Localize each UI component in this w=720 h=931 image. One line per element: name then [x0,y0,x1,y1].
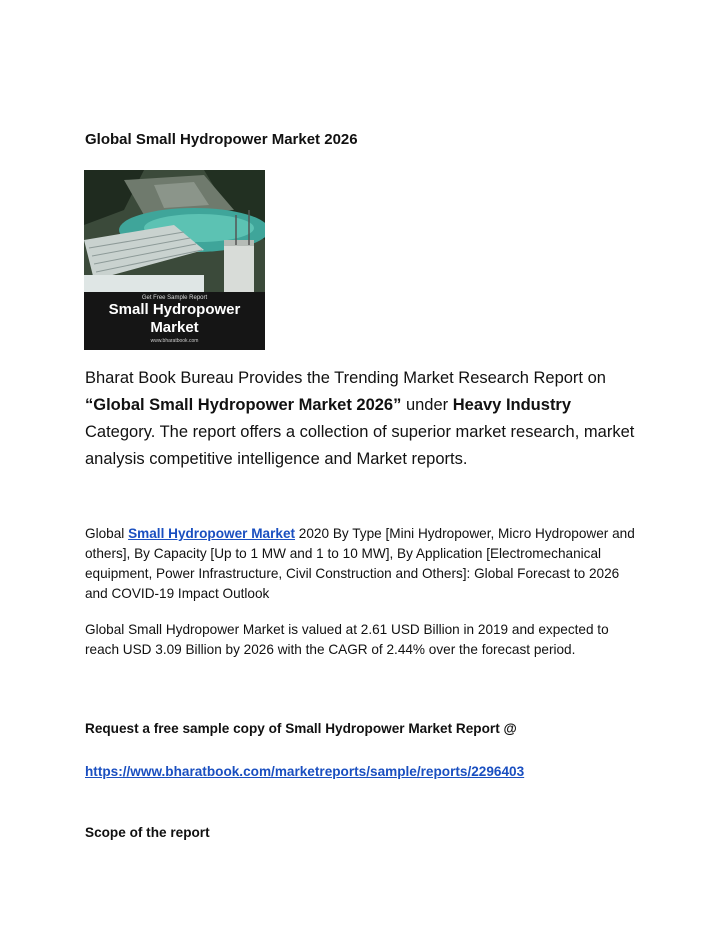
cover-banner [84,292,265,350]
cover-top-text: Get Free Sample Report [141,295,208,301]
intro-bold-title: “Global Small Hydropower Market 2026” [85,396,402,414]
intro-part1: Bharat Book Bureau Provides the Trending Market Research Report on [85,369,606,387]
p1-prefix: Global [85,526,129,541]
document-title: Global Small Hydropower Market 2026 [85,131,358,148]
report-cover-image [84,170,265,350]
cover-line1: Small Hydropower [108,301,241,318]
cover-site: www.bharatbook.com [150,338,199,344]
intro-bold-category: Heavy Industry [452,396,572,414]
waterfall-photo-icon [84,170,265,292]
scope-heading: Scope of the report [85,825,210,840]
cover-line2: Market [150,319,199,336]
market-link[interactable]: Small Hydropower Market [128,526,296,541]
report-description-paragraph [85,524,645,604]
intro-part2: under [401,396,453,414]
sample-report-link[interactable]: https://www.bharatbook.com/marketreports/sample/reports/2296403 [85,764,525,779]
intro-part3: Category. The report offers a collection of superior market research, market analysis competitive intelligence and Market reports. [85,423,635,468]
market-value-paragraph: Global Small Hydropower Market is valued at 2.61 USD Billion in 2019 and expected to reach USD 3.09 Billion by 2026 with the CAGR of 2.44% over the forecast period. [85,622,609,657]
intro-paragraph [85,365,645,473]
p1-suffix: 2020 By Type [Mini Hydropower, Micro Hydropower and others], By Capacity [Up to 1 MW and 1 to 10 MW], By Application [Electromechanical equipment, Power Infrastructure, Civil Construction and Others]: Global Forecast to 2026 and COVID-19 Impact Outlook [85,526,635,601]
request-heading: Request a free sample copy of Small Hydropower Market Report @ [85,721,517,736]
